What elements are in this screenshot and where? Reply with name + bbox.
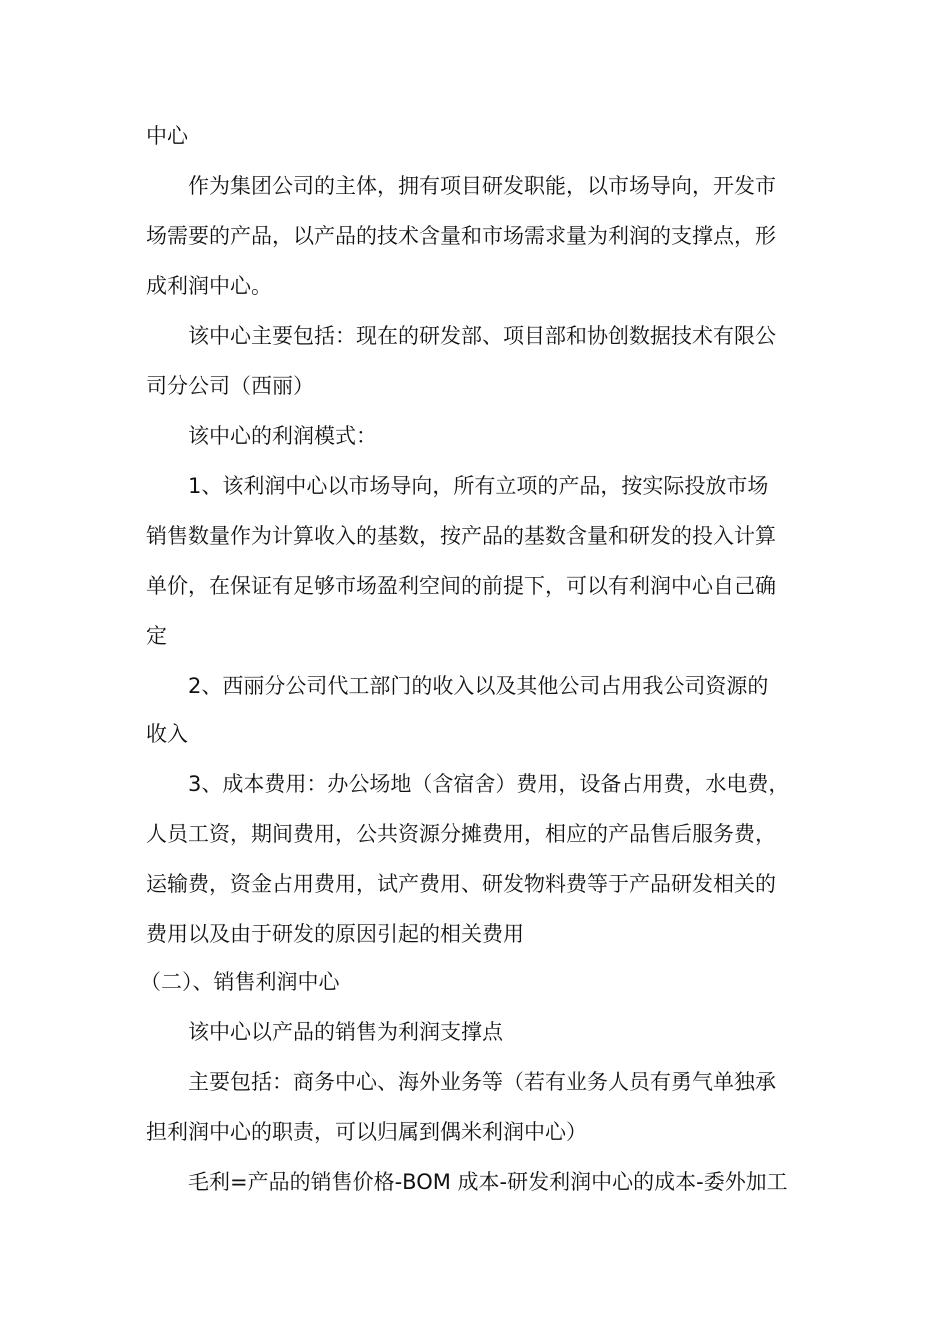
list-item-3: 3、成本费用：办公场地（含宿舍）费用，设备占用费，水电费， bbox=[188, 772, 790, 796]
paragraph-line: 主要包括：商务中心、海外业务等（若有业务人员有勇气单独承 bbox=[188, 1070, 776, 1094]
text-line: 费用以及由于研发的原因引起的相关费用 bbox=[146, 922, 524, 946]
text-line: 司分公司（西丽） bbox=[146, 374, 314, 398]
text-line: 担利润中心的职责，可以归属到偶米利润中心） bbox=[146, 1120, 587, 1144]
text-line: 销售数量作为计算收入的基数，按产品的基数含量和研发的投入计算 bbox=[146, 524, 776, 548]
text-line: 人员工资，期间费用，公共资源分摊费用，相应的产品售后服务费， bbox=[146, 822, 776, 846]
paragraph-line: 毛利=产品的销售价格-BOM 成本-研发利润中心的成本-委外加工 bbox=[188, 1170, 788, 1194]
paragraph-line: 该中心主要包括：现在的研发部、项目部和协创数据技术有限公 bbox=[188, 324, 776, 348]
text-line: 收入 bbox=[146, 722, 188, 746]
paragraph-line: 该中心的利润模式： bbox=[188, 424, 377, 448]
paragraph-line: 作为集团公司的主体，拥有项目研发职能，以市场导向，开发市 bbox=[188, 174, 776, 198]
paragraph-line: 该中心以产品的销售为利润支撑点 bbox=[188, 1020, 503, 1044]
text-line: 中心 bbox=[146, 124, 188, 148]
text-line: 成利润中心。 bbox=[146, 274, 272, 298]
list-item-2: 2、西丽分公司代工部门的收入以及其他公司占用我公司资源的 bbox=[188, 674, 769, 698]
section-heading: （二）、销售利润中心 bbox=[140, 970, 340, 994]
text-line: 定 bbox=[146, 624, 167, 648]
text-line: 运输费，资金占用费用，试产费用、研发物料费等于产品研发相关的 bbox=[146, 872, 776, 896]
text-line: 单价，在保证有足够市场盈利空间的前提下，可以有利润中心自己确 bbox=[146, 574, 776, 598]
list-item-1: 1、该利润中心以市场导向，所有立项的产品，按实际投放市场 bbox=[188, 474, 769, 498]
text-line: 场需要的产品，以产品的技术含量和市场需求量为利润的支撑点，形 bbox=[146, 224, 776, 248]
